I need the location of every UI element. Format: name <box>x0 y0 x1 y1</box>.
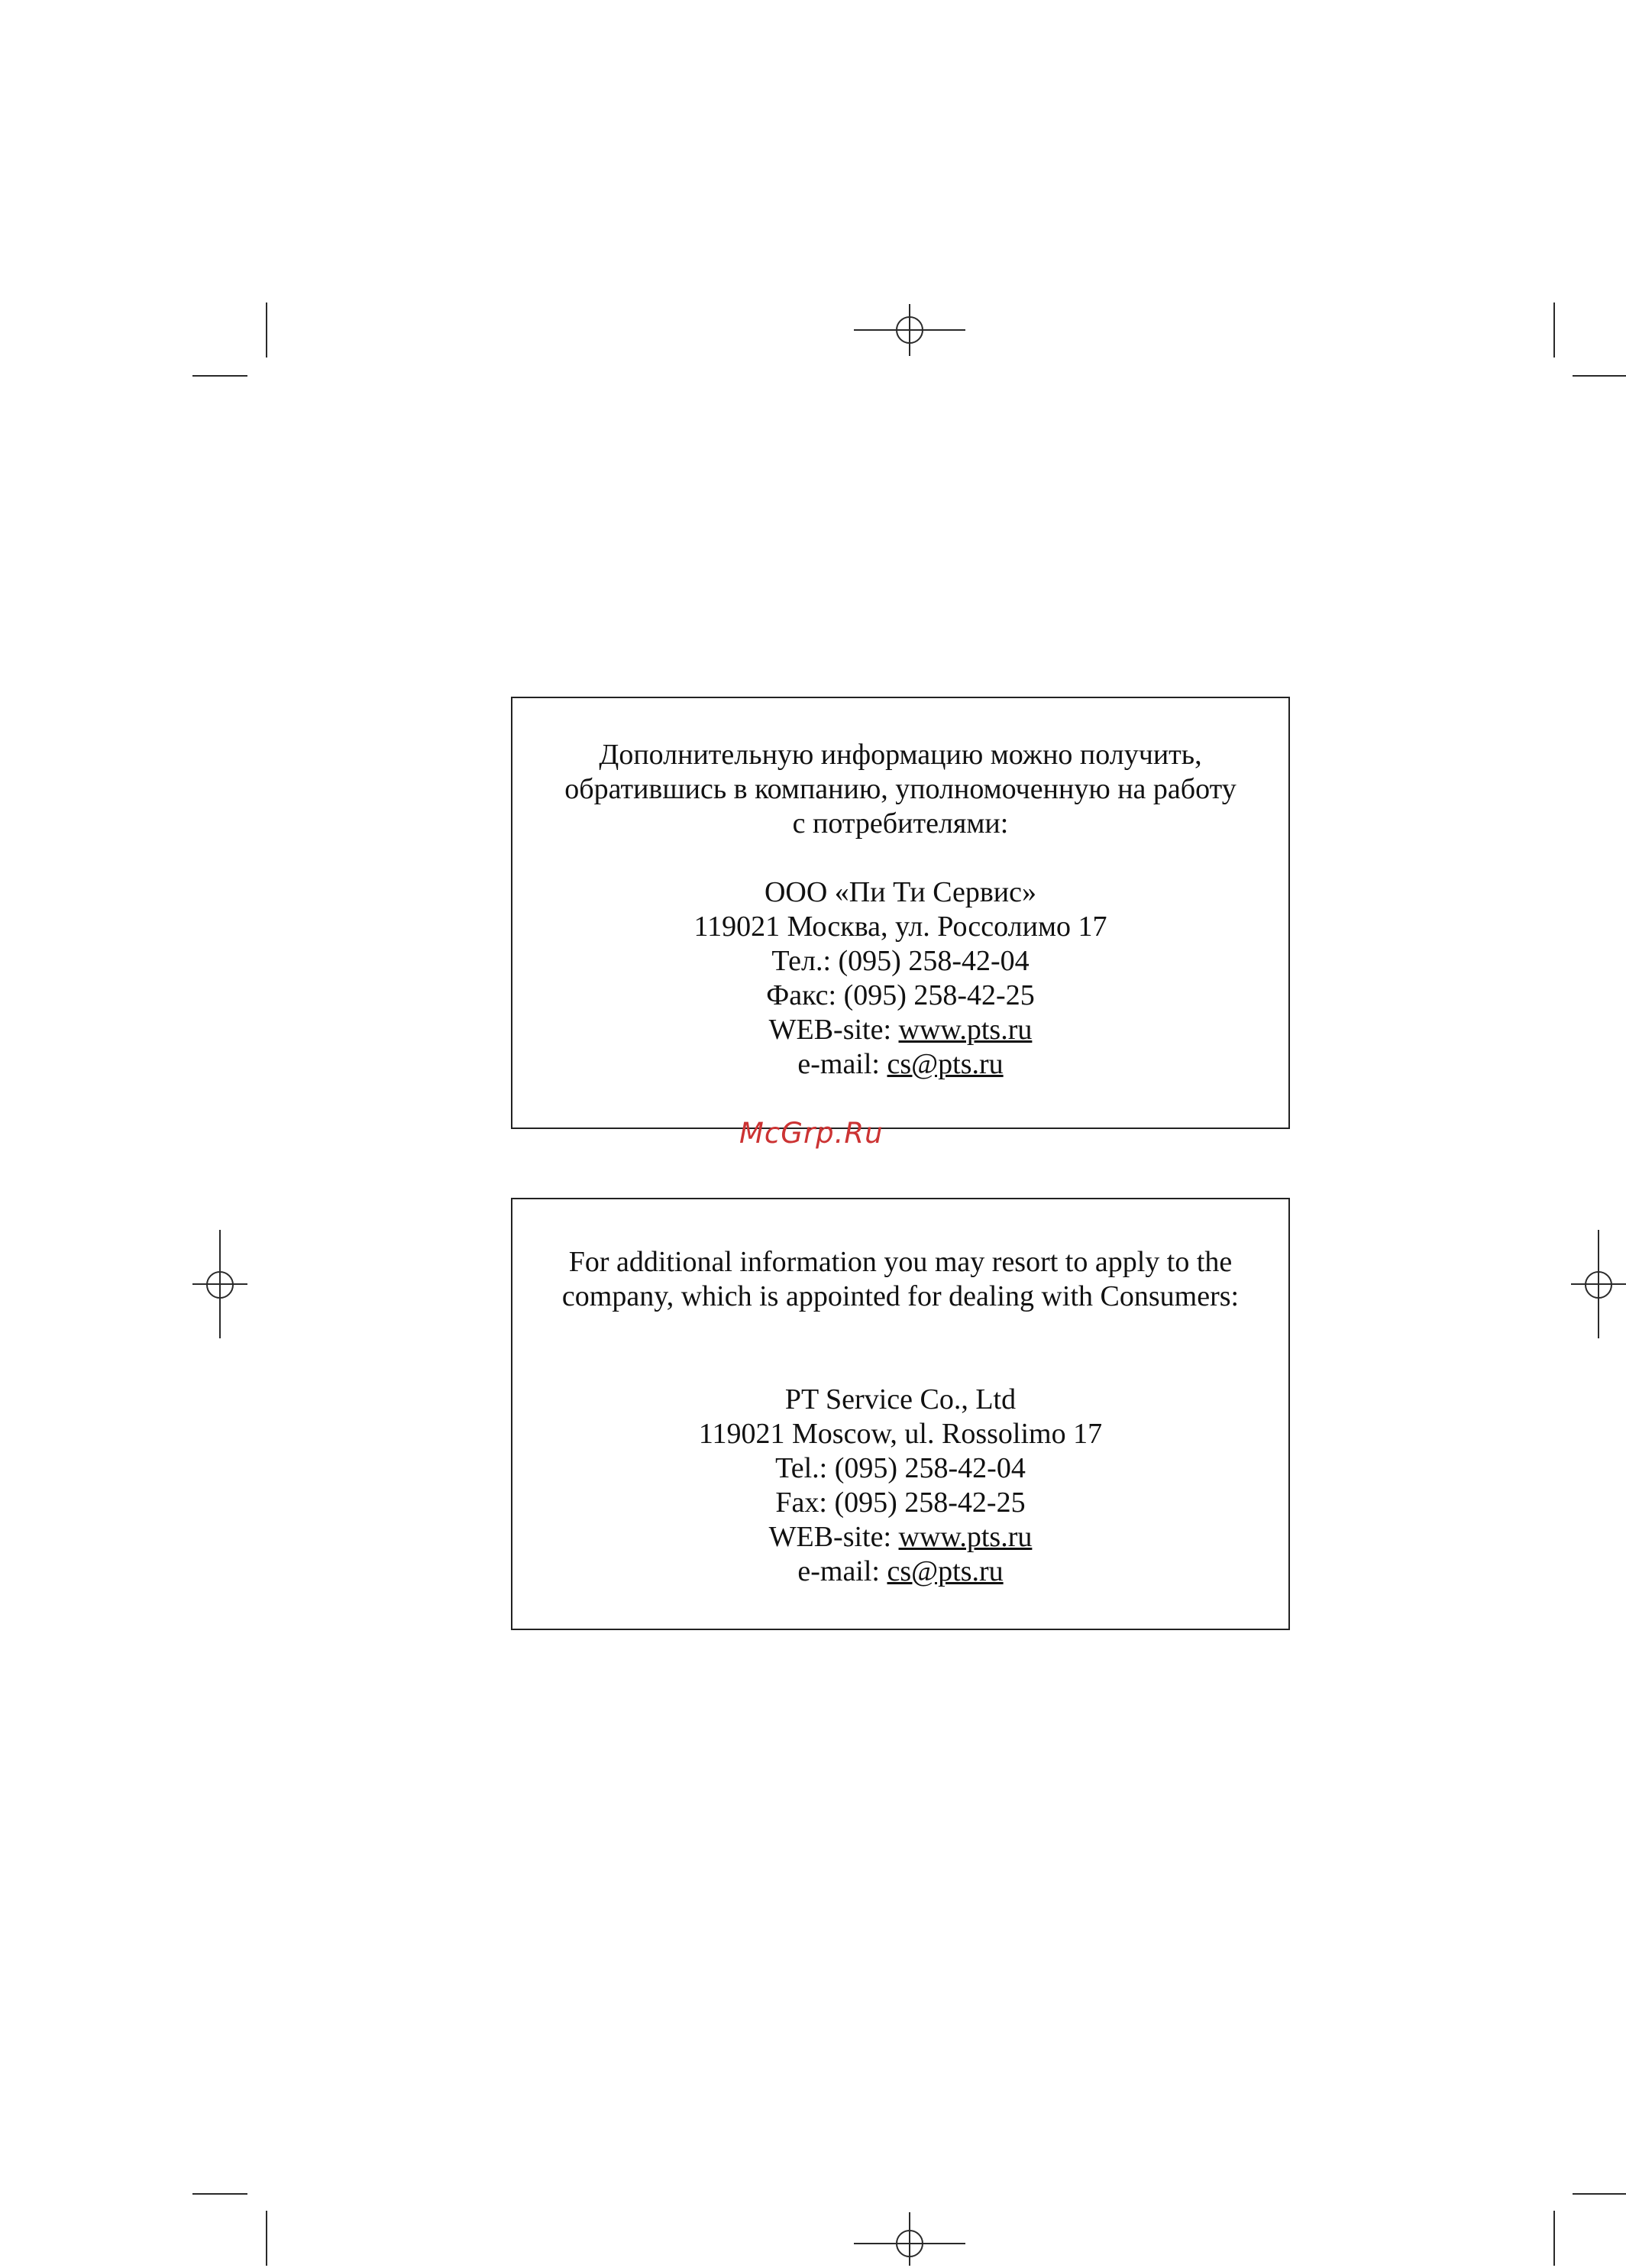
web-site-link[interactable]: www.pts.ru <box>898 1014 1033 1046</box>
crop-mark-top-right-vertical <box>1553 303 1555 358</box>
crop-mark-top-right-horizontal <box>1573 375 1626 377</box>
company-fax: Fax: (095) 258-42-25 <box>775 1487 1026 1519</box>
registration-mark-left-circle <box>206 1271 234 1299</box>
email-link[interactable]: cs@pts.ru <box>887 1048 1004 1080</box>
email-line <box>512 1555 1288 1589</box>
company-fax: Факс: (095) 258-42-25 <box>766 979 1035 1011</box>
registration-mark-bottom-circle <box>896 2230 923 2257</box>
english-info-box <box>511 1198 1290 1630</box>
intro-line-3: с потребителями: <box>792 807 1009 840</box>
russian-info-box <box>511 697 1290 1129</box>
company-address: 119021 Москва, ул. Россолимо 17 <box>693 911 1107 943</box>
crop-mark-top-left-horizontal <box>192 375 247 377</box>
web-site-line <box>512 1013 1288 1047</box>
company-phone: Tel.: (095) 258-42-04 <box>775 1452 1026 1484</box>
registration-mark-right-circle <box>1585 1271 1612 1299</box>
email-link[interactable]: cs@pts.ru <box>887 1555 1004 1587</box>
web-site-label: WEB-site: <box>768 1014 899 1046</box>
web-site-line <box>512 1520 1288 1555</box>
web-site-label: WEB-site: <box>768 1521 899 1553</box>
spacer <box>512 1314 1288 1383</box>
crop-mark-bottom-left-horizontal <box>192 2193 247 2195</box>
intro-line-2: обратившись в компанию, уполномоченную на работу <box>564 773 1236 805</box>
email-line <box>512 1047 1288 1082</box>
company-name: ООО «Пи Ти Сервис» <box>764 876 1037 908</box>
registration-mark-top-circle <box>896 316 923 344</box>
company-name: PT Service Co., Ltd <box>784 1383 1017 1415</box>
email-label: e-mail: <box>797 1048 887 1080</box>
company-address: 119021 Moscow, ul. Rossolimo 17 <box>698 1418 1103 1450</box>
crop-mark-bottom-left-vertical <box>266 2211 267 2266</box>
web-site-link[interactable]: www.pts.ru <box>898 1521 1033 1553</box>
company-phone: Тел.: (095) 258-42-04 <box>771 945 1030 977</box>
spacer <box>512 841 1288 875</box>
intro-line-2: company, which is appointed for dealing with Consumers: <box>561 1280 1240 1312</box>
crop-mark-bottom-right-horizontal <box>1573 2193 1626 2195</box>
email-label: e-mail: <box>797 1555 887 1587</box>
intro-line-1: Дополнительную информацию можно получить, <box>599 739 1202 771</box>
crop-mark-top-left-vertical <box>266 303 267 358</box>
watermark: McGrp.Ru <box>739 1117 884 1150</box>
crop-mark-bottom-right-vertical <box>1553 2211 1555 2266</box>
intro-line-1: For additional information you may resort to apply to the <box>568 1246 1233 1278</box>
